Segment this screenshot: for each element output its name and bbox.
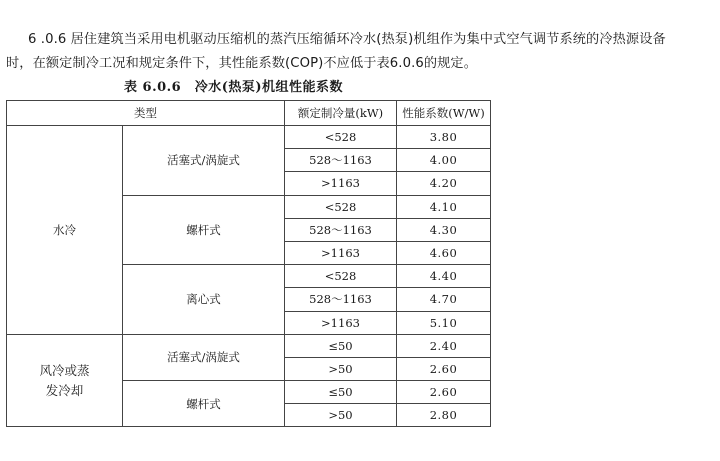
header-cop: 性能系数(W/W) [397,101,491,126]
capacity-cell: ≤50 [285,381,397,404]
cop-cell: 3.80 [397,126,491,149]
cop-table [6,100,491,427]
paragraph-line-2: 时，在额定制冷工况和规定条件下，其性能系数(COP)不应低于表6.0.6的规定。 [6,56,478,71]
header-capacity: 额定制冷量(kW) [285,101,397,126]
table-header-row [7,101,491,126]
cop-cell: 2.60 [397,381,491,404]
subtype-screw: 螺杆式 [123,381,285,427]
cop-cell: 2.80 [397,404,491,427]
capacity-cell: <528 [285,195,397,218]
cop-cell: 4.20 [397,172,491,195]
table-caption: 表 6.0.6 冷水(热泵)机组性能系数 [124,80,344,95]
header-type: 类型 [7,101,285,126]
subtype-piston-scroll: 活塞式/涡旋式 [123,126,285,196]
capacity-cell: >1163 [285,311,397,334]
subtype-screw: 螺杆式 [123,195,285,265]
group-water-cooled: 水冷 [7,126,123,335]
cop-cell: 4.60 [397,241,491,264]
table-row [7,334,491,357]
paragraph-line-1: 6 .0.6 居住建筑当采用电机驱动压缩机的蒸汽压缩循环冷水(热泵)机组作为集中式空气调节系统的冷热源设备 [28,32,666,47]
capacity-cell: >1163 [285,172,397,195]
subtype-piston-scroll: 活塞式/涡旋式 [123,334,285,380]
capacity-cell: <528 [285,265,397,288]
cop-cell: 4.30 [397,218,491,241]
cop-cell: 2.60 [397,357,491,380]
capacity-cell: 528～1163 [285,149,397,172]
group-label-line-2: 发冷却 [45,382,84,398]
group-label-line-1: 风冷或蒸 [39,362,90,378]
capacity-cell: 528～1163 [285,288,397,311]
cop-cell: 4.70 [397,288,491,311]
subtype-centrifugal: 离心式 [123,265,285,335]
capacity-cell: >50 [285,357,397,380]
cop-cell: 2.40 [397,334,491,357]
capacity-cell: <528 [285,126,397,149]
table-row [7,126,491,149]
group-air-evaporative-cooled [7,334,123,427]
intro-paragraph [6,28,712,76]
cop-cell: 5.10 [397,311,491,334]
capacity-cell: ≤50 [285,334,397,357]
capacity-cell: 528～1163 [285,218,397,241]
capacity-cell: >1163 [285,241,397,264]
cop-cell: 4.00 [397,149,491,172]
cop-cell: 4.40 [397,265,491,288]
cop-cell: 4.10 [397,195,491,218]
capacity-cell: >50 [285,404,397,427]
